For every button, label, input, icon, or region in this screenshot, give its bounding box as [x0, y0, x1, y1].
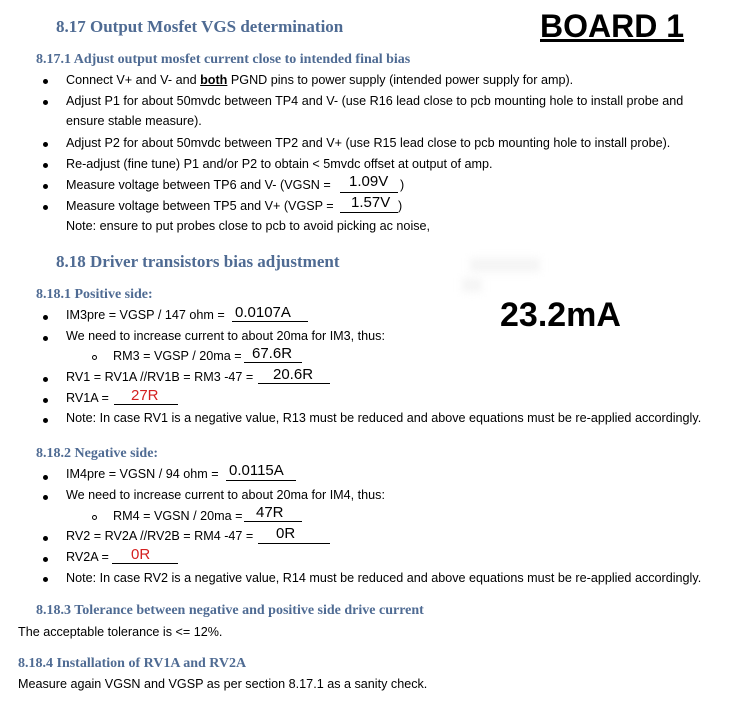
bullet-text: We need to increase current to about 20ma for IM4, thus: — [66, 488, 385, 502]
bullet-text: Re-adjust (fine tune) P1 and/or P2 to obtain < 5mvdc offset at output of amp. — [66, 157, 493, 171]
bullet-text: Adjust P1 for about 50mvdc between TP4 and V- (use R16 lead close to pcb mounting hole to install probe and — [66, 94, 684, 108]
fill-in-line — [258, 383, 330, 384]
bracket-text: ) — [400, 178, 405, 192]
fill-in-line — [244, 362, 302, 363]
bullet-text: Measure voltage between TP5 and V+ (VGSP = — [66, 199, 334, 213]
text-part: PGND pins to power supply (intended power supply for amp). — [227, 73, 574, 87]
bullet-icon — [43, 142, 48, 147]
sub-bullet-text: RM4 = VGSN / 20ma = — [113, 509, 243, 523]
tolerance-text: The acceptable tolerance is <= 12%. — [18, 625, 223, 639]
handwritten-rv2-value: 0R — [276, 525, 296, 542]
bullet-text — [66, 73, 573, 87]
bullet-icon — [43, 475, 48, 480]
fill-in-line — [112, 563, 178, 564]
note-text: Note: ensure to put probes close to pcb to avoid picking ac noise, — [66, 219, 431, 233]
smudge-mark — [470, 258, 540, 272]
bullet-icon — [43, 418, 48, 423]
sub-bullet-icon — [92, 515, 97, 520]
handwritten-rm4-value: 47R — [256, 504, 284, 521]
fill-in-line — [244, 521, 302, 522]
bullet-icon — [43, 79, 48, 84]
bullet-text: RV1 = RV1A //RV1B = RM3 -47 = — [66, 370, 254, 384]
bullet-icon — [43, 577, 48, 582]
handwritten-im4pre-value: 0.0115A — [229, 462, 284, 479]
fill-in-line — [340, 212, 398, 213]
bullet-text: Note: In case RV1 is a negative value, R13 must be reduced and above equations must be re-applied accordingly. — [66, 411, 702, 425]
bullet-icon — [43, 336, 48, 341]
bullet-icon — [43, 557, 48, 562]
bullet-text: Measure voltage between TP6 and V- (VGSN = — [66, 178, 331, 192]
bullet-text: We need to increase current to about 20ma for IM3, thus: — [66, 329, 385, 343]
handwritten-vgsp-value: 1.57V — [351, 194, 391, 211]
sub-bullet-icon — [92, 355, 97, 360]
bullet-text: Note: In case RV2 is a negative value, R14 must be reduced and above equations must be re-applied accordingly. — [66, 571, 702, 585]
annotation-current: 23.2mA — [500, 296, 621, 334]
installation-text: Measure again VGSN and VGSP as per section 8.17.1 as a sanity check. — [18, 677, 428, 691]
subsection-title-8-18-2: 8.18.2 Negative side: — [36, 446, 159, 461]
subsection-title-8-18-3: 8.18.3 Tolerance between negative and positive side drive current — [36, 603, 424, 618]
handwritten-vgsn-value: 1.09V — [349, 173, 389, 190]
bullet-text: RV2A = — [66, 550, 109, 564]
bullet-icon — [43, 315, 48, 320]
bullet-text: IM3pre = VGSP / 147 ohm = — [66, 308, 225, 322]
subsection-title-8-18-1: 8.18.1 Positive side: — [36, 287, 153, 302]
bullet-icon — [43, 536, 48, 541]
fill-in-line — [258, 543, 330, 544]
bullet-text: RV1A = — [66, 391, 109, 405]
bullet-icon — [43, 163, 48, 168]
handwritten-rv1a-value: 27R — [131, 387, 159, 404]
bullet-text: IM4pre = VGSN / 94 ohm = — [66, 467, 219, 481]
bracket-text: ) — [398, 199, 403, 213]
fill-in-line — [340, 192, 398, 193]
section-title-8-18: 8.18 Driver transistors bias adjustment — [56, 252, 340, 271]
bullet-icon — [43, 184, 48, 189]
sub-bullet-text: RM3 = VGSP / 20ma = — [113, 349, 242, 363]
bullet-text-continued: ensure stable measure). — [66, 114, 202, 128]
section-title-8-17: 8.17 Output Mosfet VGS determination — [56, 17, 344, 36]
subsection-title-8-17-1: 8.17.1 Adjust output mosfet current close to intended final bias — [36, 52, 411, 67]
emphasis-text: both — [200, 73, 228, 87]
bullet-text: Adjust P2 for about 50mvdc between TP2 and V+ (use R15 lead close to pcb mounting hole to install probe). — [66, 136, 671, 150]
handwritten-rv1-value: 20.6R — [273, 366, 314, 383]
bullet-icon — [43, 377, 48, 382]
bullet-text: RV2 = RV2A //RV2B = RM4 -47 = — [66, 529, 254, 543]
handwritten-rm3-value: 67.6R — [252, 345, 293, 362]
bullet-icon — [43, 495, 48, 500]
fill-in-line — [232, 321, 308, 322]
bullet-icon — [43, 100, 48, 105]
fill-in-line — [226, 480, 296, 481]
fill-in-line — [114, 404, 178, 405]
smudge-mark — [462, 278, 482, 292]
board-label: BOARD 1 — [540, 8, 685, 44]
text-part: Connect V+ and V- and — [66, 73, 201, 87]
subsection-title-8-18-4: 8.18.4 Installation of RV1A and RV2A — [18, 656, 247, 671]
bullet-icon — [43, 398, 48, 403]
handwritten-rv2a-value: 0R — [131, 546, 151, 563]
handwritten-im3pre-value: 0.0107A — [235, 304, 291, 321]
bullet-icon — [43, 205, 48, 210]
